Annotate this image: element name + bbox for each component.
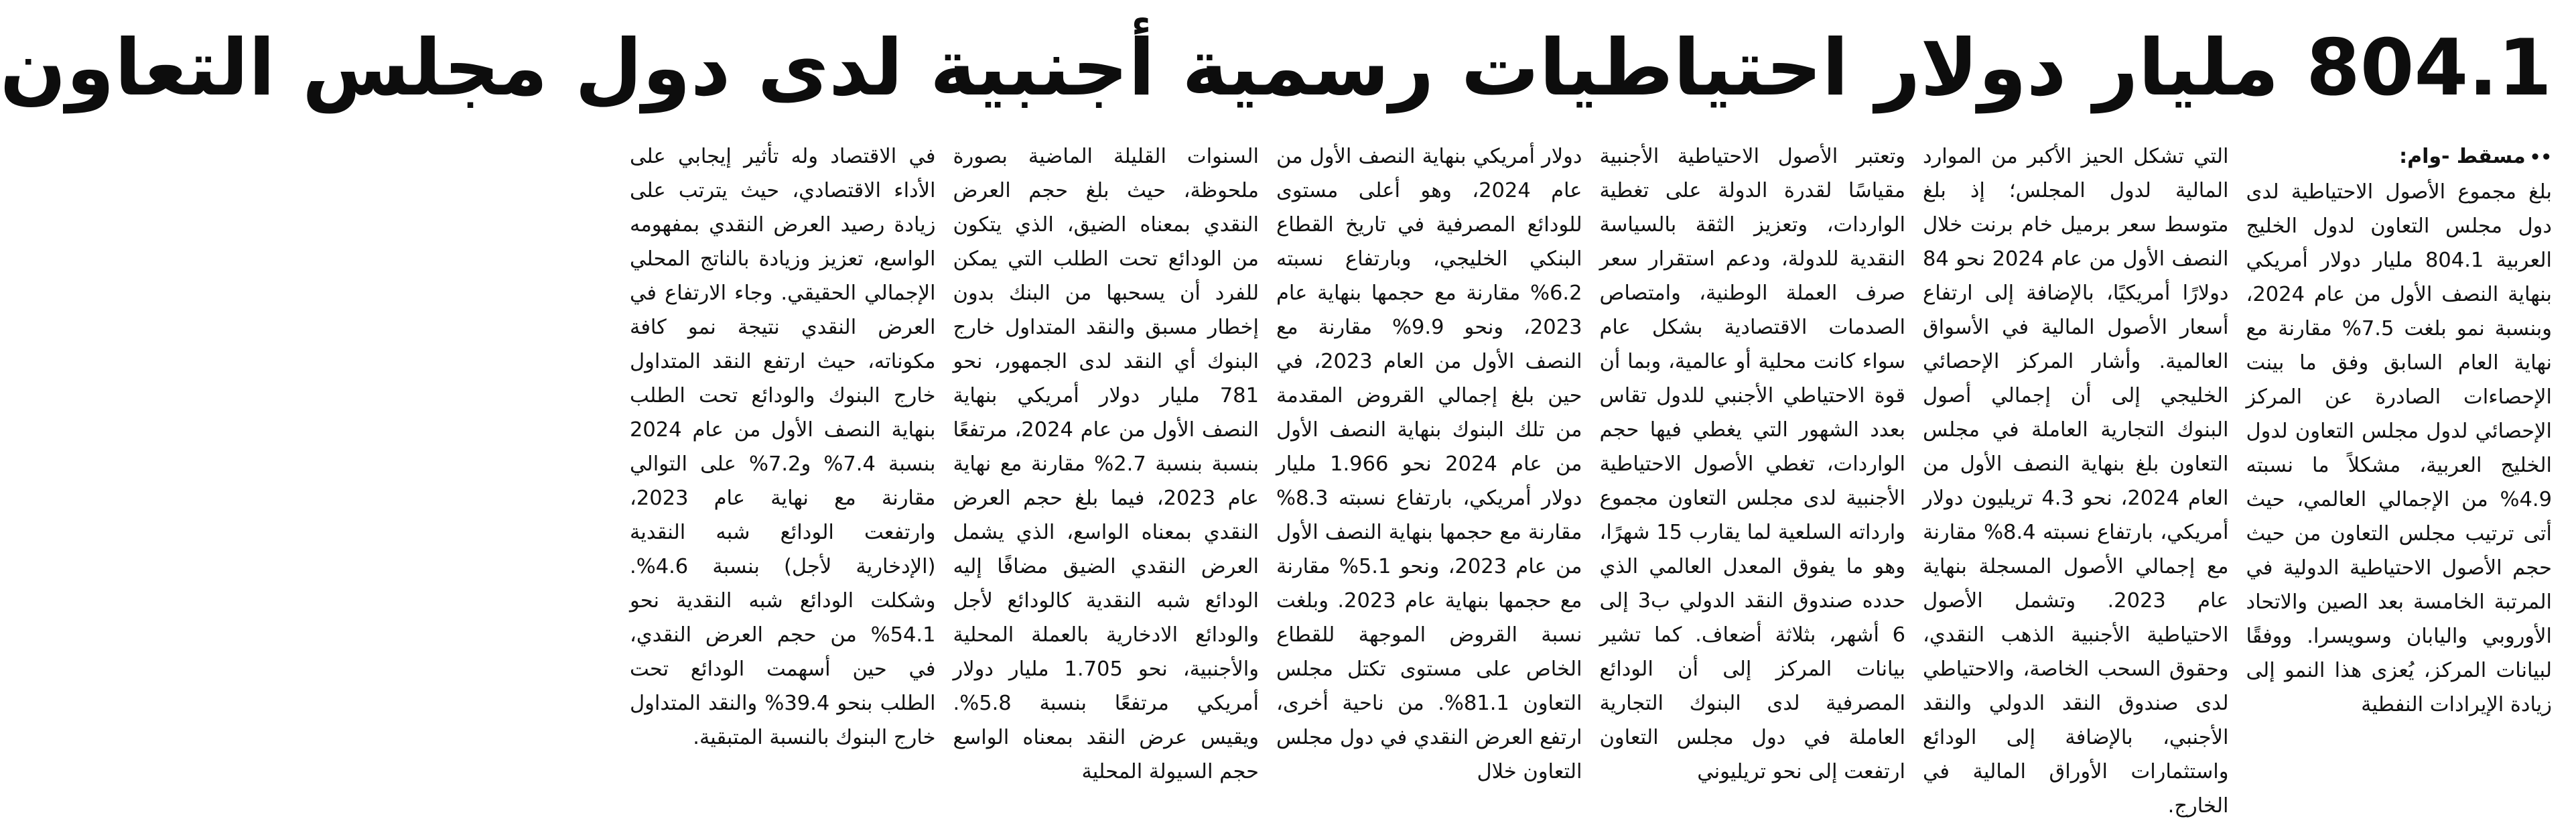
article-body <box>630 139 2552 818</box>
dateline <box>2246 139 2553 175</box>
column-5 <box>953 139 1260 793</box>
column-1 <box>2246 139 2553 793</box>
column-3 <box>1600 139 1906 793</box>
column-text: بلغ مجموع الأصول الاحتياطية لدى دول مجلس التعاون لدول الخليج العربية 804.1 مليار دولار أمريكي بنهاية النصف الأول من عام 2024، وبنسبة نمو بلغت 7.5% مقارنة مع نهاية العام السابق وفق ما بينت الإحصاءات الصادرة عن المركز الإحصائي لدول مجلس التعاون لدول الخليج العربية، مشكلاً ما نسبته 4.9% من الإجمالي العالمي، حيث أتى ترتيب مجلس التعاون من حيث حجم الأصول الاحتياطية الدولية في المرتبة الخامسة بعد الصين والاتحاد الأوروبي واليابان وسويسرا. ووفقًا لبيانات المركز، يُعزى هذا النمو إلى زيادة الإيرادات النفطية <box>2246 180 2552 716</box>
headline: 804.1 مليار دولار احتياطيات رسمية أجنبية لدى دول مجلس التعاون <box>0 23 2552 113</box>
column-6 <box>630 139 936 793</box>
column-4 <box>1276 139 1582 793</box>
dateline-bullets: •• <box>2529 147 2552 168</box>
column-text: وتعتبر الأصول الاحتياطية الأجنبية مقياسًا لقدرة الدولة على تغطية الواردات، وتعزيز الثقة بالسياسة النقدية للدولة، ودعم استقرار سعر صرف العملة الوطنية، وامتصاص الصدمات الاقتصادية بشكل عام سواء كانت محلية أو عالمية، وبما أن قوة الاحتياطي الأجنبي للدول تقاس بعدد الشهور التي يغطي فيها حجم الواردات، تغطي الأصول الاحتياطية الأجنبية لدى مجلس التعاون مجموع وارداته السلعية لما يقارب 15 شهرًا، وهو ما يفوق المعدل العالمي الذي حدده صندوق النقد الدولي ب3 إلى 6 أشهر، بثلاثة أضعاف. كما تشير بيانات المركز إلى أن الودائع المصرفية لدى البنوك التجارية العاملة في دول مجلس التعاون ارتفعت إلى نحو تريليوني <box>1599 145 1905 783</box>
column-2 <box>1923 139 2229 818</box>
column-text: في الاقتصاد وله تأثير إيجابي على الأداء الاقتصادي، حيث يترتب على زيادة رصيد العرض النقدي بمفهومه الواسع، تعزيز وزيادة بالناتج المحلي الإجمالي الحقيقي. وجاء الارتفاع في العرض النقدي نتيجة نمو كافة مكوناته، حيث ارتفع النقد المتداول خارج البنوك والودائع تحت الطلب بنهاية النصف الأول من عام 2024 بنسبة 7.4% و7.2% على التوالي مقارنة مع نهاية عام 2023، وارتفعت الودائع شبه النقدية (الإدخارية لأجل) بنسبة 4.6%. وشكلت الودائع شبه النقدية نحو 54.1% من حجم العرض النقدي، في حين أسهمت الودائع تحت الطلب بنحو 39.4% والنقد المتداول خارج البنوك بالنسبة المتبقية. <box>630 145 936 749</box>
column-text: دولار أمريكي بنهاية النصف الأول من عام 2024، وهو أعلى مستوى للودائع المصرفية في تاريخ القطاع البنكي الخليجي، وبارتفاع نسبته 6.2% مقارنة مع حجمها بنهاية عام 2023، ونحو 9.9% مقارنة مع النصف الأول من العام 2023، في حين بلغ إجمالي القروض المقدمة من تلك البنوك بنهاية النصف الأول من عام 2024 نحو 1.966 مليار دولار أمريكي، بارتفاع نسبته 8.3% مقارنة مع حجمها بنهاية النصف الأول من عام 2023، ونحو 5.1% مقارنة مع حجمها بنهاية عام 2023. وبلغت نسبة القروض الموجهة للقطاع الخاص على مستوى تكتل مجلس التعاون 81.1%. من ناحية أخرى، ارتفع العرض النقدي في دول مجلس التعاون خلال <box>1276 145 1582 783</box>
column-text: التي تشكل الحيز الأكبر من الموارد المالية لدول المجلس؛ إذ بلغ متوسط سعر برميل خام برنت خلال النصف الأول من عام 2024 نحو 84 دولارًا أمريكيًا، بالإضافة إلى ارتفاع أسعار الأصول المالية في الأسواق العالمية. وأشار المركز الإحصائي الخليجي إلى أن إجمالي أصول البنوك التجارية العاملة في مجلس التعاون بلغ بنهاية النصف الأول من العام 2024، نحو 4.3 تريليون دولار أمريكي، بارتفاع نسبته 8.4% مقارنة مع إجمالي الأصول المسجلة بنهاية عام 2023. وتشمل الأصول الاحتياطية الأجنبية الذهب النقدي، وحقوق السحب الخاصة، والاحتياطي لدى صندوق النقد الدولي والنقد الأجنبي، بالإضافة إلى الودائع واستثمارات الأوراق المالية في الخارج. <box>1923 145 2229 818</box>
dateline-text: مسقط -وام: <box>2399 145 2526 168</box>
column-text: السنوات القليلة الماضية بصورة ملحوظة، حيث بلغ حجم العرض النقدي بمعناه الضيق، الذي يتكون من الودائع تحت الطلب التي يمكن للفرد أن يسحبها من البنك بدون إخطار مسبق والنقد المتداول خارج البنوك أي النقد لدى الجمهور، نحو 781 مليار دولار أمريكي بنهاية النصف الأول من عام 2024، مرتفعًا بنسبة بنسبة 2.7% مقارنة مع نهاية عام 2023، فيما بلغ حجم العرض النقدي بمعناه الواسع، الذي يشمل العرض النقدي الضيق مضافًا إليه الودائع شبه النقدية كالودائع لأجل والودائع الادخارية بالعملة المحلية والأجنبية، نحو 1.705 مليار دولار أمريكي مرتفعًا بنسبة 5.8%. ويقيس عرض النقد بمعناه الواسع حجم السيولة المحلية <box>953 145 1259 783</box>
